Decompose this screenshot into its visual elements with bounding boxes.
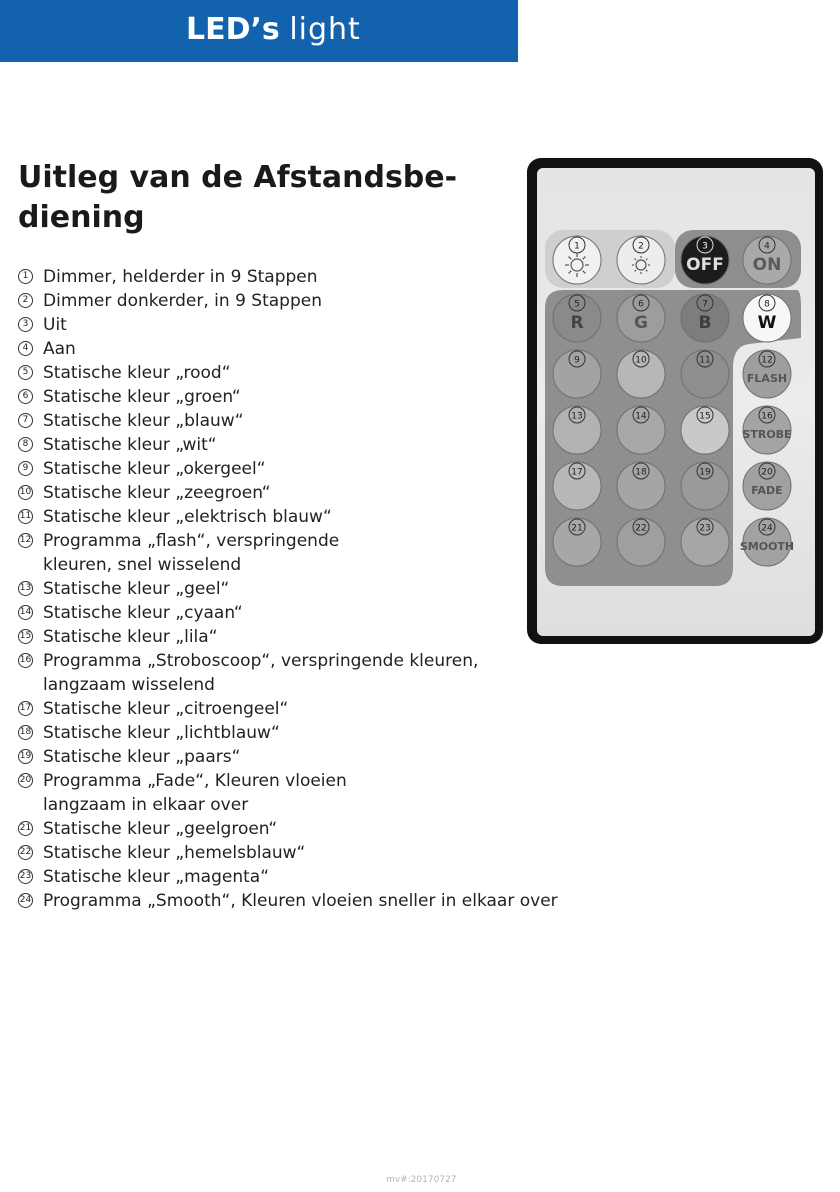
remote-number-text: 6 bbox=[638, 299, 644, 310]
remote-button-label: SMOOTH bbox=[739, 540, 795, 553]
remote-button-21[interactable] bbox=[553, 518, 601, 566]
remote-button-grid bbox=[527, 158, 823, 644]
remote-number-text: 22 bbox=[635, 523, 647, 534]
legend-text: Programma „flash“, verspringende bbox=[43, 531, 340, 551]
legend-text: Statische kleur „geelgroen“ bbox=[43, 819, 278, 839]
legend-text: Dimmer, helderder in 9 Stappen bbox=[43, 267, 318, 287]
remote-button-10[interactable] bbox=[617, 350, 665, 398]
legend-number-badge: 2 bbox=[18, 293, 33, 308]
legend-item bbox=[18, 841, 608, 865]
remote-number-text: 15 bbox=[699, 411, 711, 422]
remote-control bbox=[527, 158, 823, 644]
remote-number-text: 24 bbox=[761, 523, 773, 534]
remote-button-19[interactable] bbox=[681, 462, 729, 510]
legend-text: Dimmer donkerder, in 9 Stappen bbox=[43, 291, 322, 311]
legend-text: Programma „Fade“, Kleuren vloeien bbox=[43, 771, 347, 791]
remote-button-label: OFF bbox=[686, 255, 724, 275]
remote-number-text: 7 bbox=[702, 299, 708, 310]
legend-text: Statische kleur „paars“ bbox=[43, 747, 241, 767]
button-legend-list bbox=[18, 265, 608, 913]
legend-item bbox=[18, 577, 608, 601]
remote-button-2[interactable] bbox=[617, 236, 665, 284]
legend-number-badge: 3 bbox=[18, 317, 33, 332]
remote-button-1[interactable] bbox=[553, 236, 601, 284]
legend-item bbox=[18, 337, 608, 361]
remote-number-text: 21 bbox=[571, 523, 583, 534]
brand-logo bbox=[186, 8, 361, 52]
legend-number-badge: 23 bbox=[18, 869, 33, 884]
legend-item bbox=[18, 601, 608, 625]
remote-button-13[interactable] bbox=[553, 406, 601, 454]
remote-button-label: W bbox=[757, 313, 777, 333]
remote-button-label: FLASH bbox=[746, 372, 788, 385]
remote-button-label: R bbox=[570, 313, 584, 333]
legend-text-continued: langzaam wisselend bbox=[43, 675, 215, 695]
remote-button-5[interactable] bbox=[553, 294, 601, 342]
legend-number-badge: 1 bbox=[18, 269, 33, 284]
legend-item bbox=[18, 265, 608, 289]
legend-number-badge: 5 bbox=[18, 365, 33, 380]
remote-number-text: 3 bbox=[702, 241, 708, 252]
remote-button-label: FADE bbox=[751, 484, 783, 497]
legend-number-badge: 9 bbox=[18, 461, 33, 476]
legend-number-badge: 13 bbox=[18, 581, 33, 596]
legend-item bbox=[18, 361, 608, 385]
remote-button-18[interactable] bbox=[617, 462, 665, 510]
legend-text: Statische kleur „groen“ bbox=[43, 387, 241, 407]
legend-number-badge: 11 bbox=[18, 509, 33, 524]
remote-number-text: 4 bbox=[764, 241, 770, 252]
remote-button-15[interactable] bbox=[681, 406, 729, 454]
remote-button-14[interactable] bbox=[617, 406, 665, 454]
remote-number-text: 14 bbox=[635, 411, 647, 422]
legend-number-badge: 12 bbox=[18, 533, 33, 548]
legend-number-badge: 18 bbox=[18, 725, 33, 740]
legend-number-badge: 14 bbox=[18, 605, 33, 620]
legend-item bbox=[18, 529, 608, 577]
remote-button-label: G bbox=[634, 313, 648, 333]
legend-number-badge: 8 bbox=[18, 437, 33, 452]
legend-item bbox=[18, 433, 608, 457]
legend-item bbox=[18, 625, 608, 649]
legend-number-badge: 22 bbox=[18, 845, 33, 860]
legend-number-badge: 6 bbox=[18, 389, 33, 404]
remote-number-text: 11 bbox=[699, 355, 711, 366]
remote-button-24[interactable] bbox=[740, 518, 794, 566]
remote-number-text: 1 bbox=[574, 241, 580, 252]
remote-number-text: 13 bbox=[571, 411, 583, 422]
legend-item bbox=[18, 889, 608, 913]
remote-number-text: 9 bbox=[574, 355, 580, 366]
legend-item bbox=[18, 505, 608, 529]
remote-number-text: 18 bbox=[635, 467, 647, 478]
legend-number-badge: 24 bbox=[18, 893, 33, 908]
legend-item bbox=[18, 817, 608, 841]
brand-name-bold: LED’s bbox=[186, 12, 280, 47]
legend-item bbox=[18, 409, 608, 433]
remote-number-text: 2 bbox=[638, 241, 644, 252]
legend-text: Programma „Smooth“, Kleuren vloeien sneller in elkaar over bbox=[43, 891, 558, 911]
page-title: Uitleg van de Afstandsbe-diening bbox=[18, 160, 458, 235]
remote-button-17[interactable] bbox=[553, 462, 601, 510]
legend-text: Statische kleur „rood“ bbox=[43, 363, 231, 383]
remote-button-9[interactable] bbox=[553, 350, 601, 398]
legend-number-badge: 10 bbox=[18, 485, 33, 500]
legend-item bbox=[18, 313, 608, 337]
legend-text-continued: langzaam in elkaar over bbox=[43, 795, 249, 815]
legend-item bbox=[18, 769, 608, 817]
remote-button-7[interactable] bbox=[681, 294, 729, 342]
remote-button-label: B bbox=[698, 313, 712, 333]
legend-item bbox=[18, 721, 608, 745]
legend-text: Statische kleur „zeegroen“ bbox=[43, 483, 271, 503]
legend-item bbox=[18, 457, 608, 481]
remote-button-4[interactable] bbox=[743, 236, 791, 284]
remote-number-text: 10 bbox=[635, 355, 647, 366]
legend-text: Statische kleur „okergeel“ bbox=[43, 459, 266, 479]
remote-number-text: 19 bbox=[699, 467, 711, 478]
brand-name-light: light bbox=[289, 12, 361, 47]
legend-number-badge: 16 bbox=[18, 653, 33, 668]
remote-button-3[interactable] bbox=[681, 236, 729, 284]
remote-button-11[interactable] bbox=[681, 350, 729, 398]
footer-code: mv#:20170727 bbox=[386, 1175, 457, 1185]
remote-button-12[interactable] bbox=[743, 350, 791, 398]
legend-text: Statische kleur „blauw“ bbox=[43, 411, 244, 431]
legend-number-badge: 7 bbox=[18, 413, 33, 428]
legend-number-badge: 4 bbox=[18, 341, 33, 356]
remote-number-text: 8 bbox=[764, 299, 770, 310]
header-bar bbox=[0, 0, 518, 62]
remote-number-text: 12 bbox=[761, 355, 773, 366]
legend-item bbox=[18, 697, 608, 721]
legend-number-badge: 19 bbox=[18, 749, 33, 764]
remote-button-6[interactable] bbox=[617, 294, 665, 342]
legend-text: Programma „Stroboscoop“, verspringende kleuren, bbox=[43, 651, 479, 671]
legend-text: Statische kleur „lichtblauw“ bbox=[43, 723, 280, 743]
legend-number-badge: 17 bbox=[18, 701, 33, 716]
legend-text: Statische kleur „hemelsblauw“ bbox=[43, 843, 306, 863]
remote-button-22[interactable] bbox=[617, 518, 665, 566]
remote-number-text: 23 bbox=[699, 523, 711, 534]
legend-text: Statische kleur „geel“ bbox=[43, 579, 230, 599]
legend-number-badge: 20 bbox=[18, 773, 33, 788]
legend-item bbox=[18, 649, 608, 697]
remote-number-text: 5 bbox=[574, 299, 580, 310]
legend-number-badge: 21 bbox=[18, 821, 33, 836]
legend-item bbox=[18, 745, 608, 769]
legend-text: Uit bbox=[43, 315, 67, 335]
remote-button-8[interactable] bbox=[743, 294, 791, 342]
legend-item bbox=[18, 289, 608, 313]
remote-number-text: 20 bbox=[761, 467, 773, 478]
remote-number-text: 16 bbox=[761, 411, 773, 422]
remote-button-label: STROBE bbox=[742, 428, 792, 441]
legend-item bbox=[18, 385, 608, 409]
legend-number-badge: 15 bbox=[18, 629, 33, 644]
remote-button-23[interactable] bbox=[681, 518, 729, 566]
legend-item bbox=[18, 865, 608, 889]
remote-button-20[interactable] bbox=[743, 462, 791, 510]
remote-number-text: 17 bbox=[571, 467, 583, 478]
remote-button-16[interactable] bbox=[742, 406, 791, 454]
remote-button-label: ON bbox=[752, 255, 782, 275]
legend-text: Statische kleur „lila“ bbox=[43, 627, 218, 647]
legend-item bbox=[18, 481, 608, 505]
legend-text: Statische kleur „wit“ bbox=[43, 435, 217, 455]
legend-text-continued: kleuren, snel wisselend bbox=[43, 555, 242, 575]
legend-text: Statische kleur „magenta“ bbox=[43, 867, 269, 887]
legend-text: Statische kleur „cyaan“ bbox=[43, 603, 243, 623]
legend-text: Statische kleur „citroengeel“ bbox=[43, 699, 289, 719]
legend-text: Aan bbox=[43, 339, 76, 359]
legend-text: Statische kleur „elektrisch blauw“ bbox=[43, 507, 332, 527]
